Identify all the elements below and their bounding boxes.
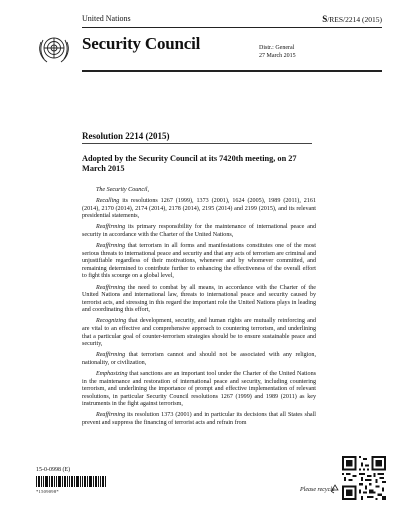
adoption-statement: Adopted by the Security Council at its 7420th meeting, on 27 March 2015 bbox=[82, 154, 297, 173]
distribution-info bbox=[259, 44, 296, 60]
barcode-text: *1509098* bbox=[36, 489, 59, 494]
paragraph bbox=[82, 285, 316, 315]
paragraph-text: , bbox=[147, 187, 149, 193]
header-rule-thick bbox=[82, 70, 382, 72]
paragraph-lead: Reaffirming bbox=[96, 412, 126, 419]
distribution-line: Distr.: General bbox=[259, 45, 295, 51]
document-code: 15-0-0998 (E) bbox=[36, 467, 71, 473]
paragraph-text: its resolutions 1267 (1999), 1373 (2001), 1624 (2005), 1989 (2011), 2161 (2014), 2170 (2014), 2174 (2014), 2178 (2014), 2195 (2014) and 2199 (2015), and its relevant presidential statements, bbox=[82, 198, 316, 220]
paragraph bbox=[82, 187, 316, 195]
paragraph-text: that development, security, and human rights are mutually reinforcing and are vital to an effective and comprehensive approach to countering terrorism, and underlining that a particular goal of counter-terrorism strategies should be to ensure sustainable peace and security, bbox=[82, 318, 316, 348]
paragraph bbox=[82, 224, 316, 239]
paragraph bbox=[82, 412, 316, 427]
date-line: 27 March 2015 bbox=[259, 53, 296, 59]
paragraph-lead: Recognizing bbox=[96, 318, 127, 325]
council-title: Security Council bbox=[82, 34, 201, 53]
paragraph bbox=[82, 243, 316, 281]
paragraph bbox=[82, 198, 316, 221]
barcode-icon bbox=[36, 476, 106, 487]
qr-code-icon bbox=[342, 456, 386, 500]
paragraph bbox=[82, 371, 316, 409]
paragraph-lead: Reaffirming bbox=[96, 224, 126, 231]
symbol-prefix: S bbox=[322, 14, 328, 24]
resolution-rule bbox=[82, 143, 312, 144]
symbol-rest: /RES/2214 (2015) bbox=[327, 15, 382, 24]
paragraph-lead: Recalling bbox=[96, 198, 120, 205]
paragraph-lead: The Security Council bbox=[96, 187, 148, 193]
resolution-title: Resolution 2214 (2015) bbox=[82, 131, 170, 141]
paragraph-text: its resolution 1373 (2001) and in particular its decisions that all States shall prevent and suppress the financing of terrorist acts and refrain from bbox=[82, 412, 316, 427]
paragraph-text: the need to combat by all means, in accordance with the Charter of the United Nations and international law, threats to international peace and security caused by terrorist acts, and stressing in this regard the important role the United Nations plays in leading and coordinating this effort, bbox=[82, 284, 316, 314]
un-emblem-icon bbox=[36, 33, 72, 67]
paragraph-text: that terrorism in all forms and manifestations constitutes one of the most serious threats to international peace and security and that any acts of terrorism are criminal and unjustifiable regardless of their motivations, whenever and by whomever committed, and remaining determined to contribute further to enhancing the effectiveness of the overall effort to fight this scourge on a global level, bbox=[82, 243, 317, 280]
paragraph-text: that terrorism cannot and should not be associated with any religion, nationality, or civilization, bbox=[82, 352, 316, 366]
paragraph bbox=[82, 318, 316, 348]
paragraph-text: that sanctions are an important tool under the Charter of the United Nations in the maintenance and restoration of international peace and security, including countering terrorism, and underlining the importance of prompt and effective implementation of relevant resolutions, in particular Security Council resolutions 1267 (1999) and 1989 (2011) as key instruments in the fight against terrorism, bbox=[82, 370, 316, 408]
paragraph-lead: Emphasizing bbox=[96, 370, 128, 377]
header-rule-top bbox=[82, 27, 382, 28]
paragraph-lead: Reaffirming bbox=[96, 352, 126, 359]
org-name: United Nations bbox=[82, 14, 131, 23]
paragraph-lead: Reaffirming bbox=[96, 243, 126, 250]
paragraph bbox=[82, 352, 316, 367]
resolution-body bbox=[82, 187, 316, 431]
recycle-icon bbox=[330, 484, 340, 494]
document-symbol bbox=[322, 14, 382, 24]
paragraph-lead: Reaffirming bbox=[96, 284, 126, 291]
recycle-label: Please recycle bbox=[300, 487, 335, 493]
paragraph-text: its primary responsibility for the maintenance of international peace and security in accordance with the Charter of the United Nations, bbox=[82, 224, 316, 238]
